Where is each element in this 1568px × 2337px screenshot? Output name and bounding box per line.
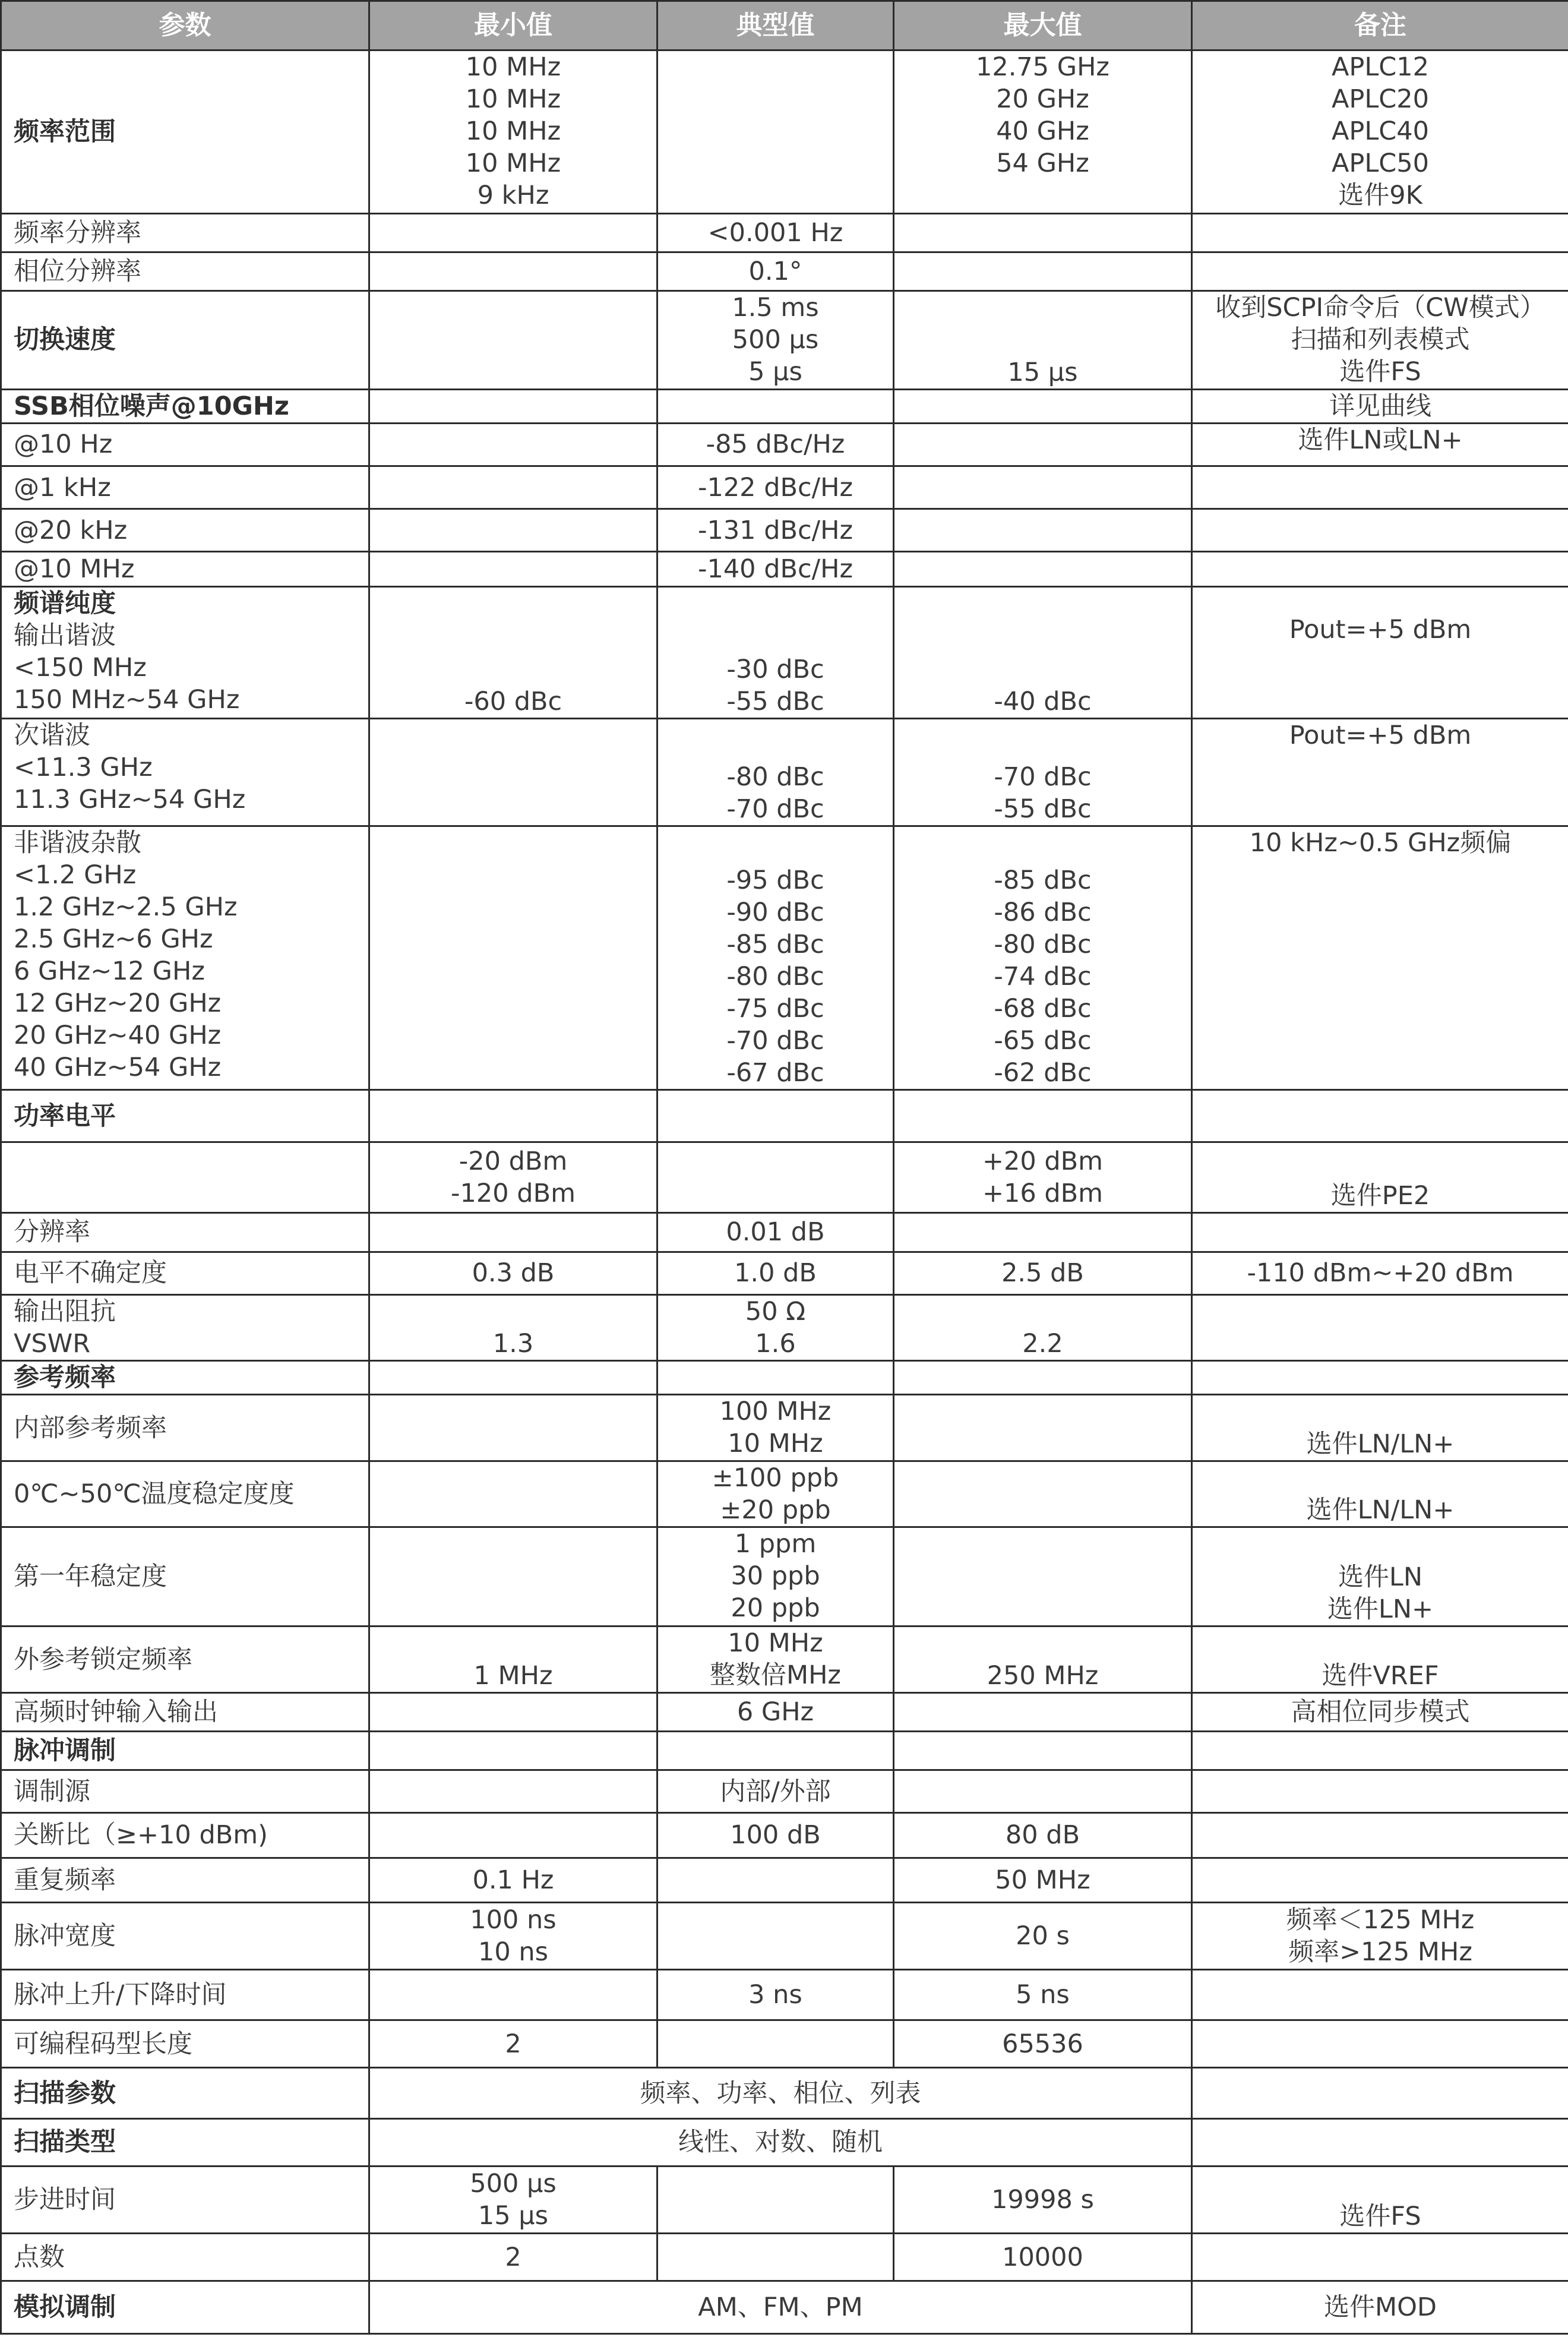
row-param: 频率分辨率 [1, 213, 369, 252]
row-max [894, 1527, 1192, 1626]
table-row [1, 826, 1568, 1089]
row-typ [657, 1731, 894, 1770]
row-max: -85 dBc -86 dBc -80 dBc -74 dBc -68 dBc -65 dBc -62 dBc [894, 826, 1192, 1089]
row-typ: -95 dBc -90 dBc -85 dBc -80 dBc -75 dBc -70 dBc -67 dBc [657, 826, 894, 1089]
table-row [1, 2020, 1568, 2068]
row-note [1192, 466, 1568, 509]
row-min [369, 213, 657, 252]
row-param: 扫描参数 [1, 2068, 369, 2118]
row-max [894, 252, 1192, 290]
row-note [1192, 252, 1568, 290]
row-param: SSB相位噪声@10GHz [1, 389, 369, 423]
row-min [369, 719, 657, 826]
row-param: 可编程码型长度 [1, 2020, 369, 2068]
row-max: 2.2 [894, 1294, 1192, 1360]
row-min [369, 291, 657, 389]
row-note: Pout=+5 dBm [1192, 586, 1568, 719]
table-row [1, 2118, 1568, 2166]
row-note: 选件LN或LN+ [1192, 423, 1568, 466]
row-min [369, 1089, 657, 1142]
row-note [1192, 213, 1568, 252]
table-row [1, 2234, 1568, 2281]
row-min: 500 μs 15 μs [369, 2166, 657, 2233]
table-row [1, 1395, 1568, 1461]
row-note [1192, 2118, 1568, 2166]
row-typ [657, 1361, 894, 1395]
row-param: 脉冲宽度 [1, 1902, 369, 1969]
table-row [1, 1970, 1568, 2020]
row-max [894, 1089, 1192, 1142]
header-max: 最大值 [894, 1, 1192, 50]
row-min: 1 MHz [369, 1627, 657, 1692]
row-typ [657, 2166, 894, 2233]
table-row [1, 1089, 1568, 1142]
row-min [369, 826, 657, 1089]
row-param: 功率电平 [1, 1089, 369, 1142]
row-max: 15 μs [894, 291, 1192, 389]
row-param: 脉冲调制 [1, 1731, 369, 1770]
header-typ: 典型值 [657, 1, 894, 50]
table-row [1, 1627, 1568, 1692]
row-param [1, 1142, 369, 1212]
row-typ [657, 50, 894, 214]
row-typ: -85 dBc/Hz [657, 423, 894, 466]
row-max [894, 423, 1192, 466]
row-min: -20 dBm -120 dBm [369, 1142, 657, 1212]
row-min [369, 1970, 657, 2020]
row-param: 切换速度 [1, 291, 369, 389]
row-min: 0.3 dB [369, 1252, 657, 1294]
row-min: 0.1 Hz [369, 1858, 657, 1902]
row-min [369, 1527, 657, 1626]
row-param: @1 kHz [1, 466, 369, 509]
row-param: @10 Hz [1, 423, 369, 466]
row-note [1192, 1731, 1568, 1770]
row-typ: 3 ns [657, 1970, 894, 2020]
table-row [1, 1212, 1568, 1252]
row-max: 50 MHz [894, 1858, 1192, 1902]
row-note [1192, 1858, 1568, 1902]
row-note: 详见曲线 [1192, 389, 1568, 423]
row-param: 次谐波 <11.3 GHz 11.3 GHz~54 GHz [1, 719, 369, 826]
table-row [1, 1770, 1568, 1813]
row-typ: -122 dBc/Hz [657, 466, 894, 509]
row-max [894, 1731, 1192, 1770]
row-param: 步进时间 [1, 2166, 369, 2233]
row-note [1192, 1361, 1568, 1395]
table-row [1, 1294, 1568, 1360]
row-typ [657, 1089, 894, 1142]
row-max [894, 509, 1192, 552]
row-max [894, 389, 1192, 423]
row-value: 线性、对数、随机 [369, 2118, 1192, 2166]
row-typ [657, 2234, 894, 2281]
table-row [1, 1731, 1568, 1770]
table-row [1, 552, 1568, 586]
row-max [894, 1692, 1192, 1731]
row-typ [657, 389, 894, 423]
table-row [1, 2068, 1568, 2118]
row-min [369, 552, 657, 586]
row-note [1192, 1970, 1568, 2020]
row-param: 参考频率 [1, 1361, 369, 1395]
row-max [894, 1212, 1192, 1252]
row-min: 10 MHz 10 MHz 10 MHz 10 MHz 9 kHz [369, 50, 657, 214]
row-typ: -131 dBc/Hz [657, 509, 894, 552]
row-param: 第一年稳定度 [1, 1527, 369, 1626]
row-note [1192, 1770, 1568, 1813]
row-note [1192, 552, 1568, 586]
table-row [1, 213, 1568, 252]
table-row [1, 252, 1568, 290]
row-min [369, 389, 657, 423]
row-max: 19998 s [894, 2166, 1192, 2233]
row-typ: 6 GHz [657, 1692, 894, 1731]
row-param: 关断比（≥+10 dBm) [1, 1813, 369, 1858]
table-row [1, 1813, 1568, 1858]
table-row [1, 1527, 1568, 1626]
row-note: 选件MOD [1192, 2281, 1568, 2334]
row-note: 选件LN/LN+ [1192, 1395, 1568, 1461]
row-note: 选件VREF [1192, 1627, 1568, 1692]
row-param: 非谐波杂散 <1.2 GHz 1.2 GHz~2.5 GHz 2.5 GHz~6 GHz 6 GHz~12 GHz 12 GHz~20 GHz 20 GHz~40 GHz 40 GHz~54 GHz [1, 826, 369, 1089]
row-min: 2 [369, 2020, 657, 2068]
row-min [369, 1770, 657, 1813]
row-typ: 1.5 ms 500 μs 5 μs [657, 291, 894, 389]
table-row [1, 291, 1568, 389]
row-note [1192, 1813, 1568, 1858]
row-param: 输出谐波 <150 MHz 150 MHz~54 GHz [14, 620, 240, 715]
row-min [369, 1692, 657, 1731]
row-typ: -30 dBc -55 dBc [657, 586, 894, 719]
row-param: 脉冲上升/下降时间 [1, 1970, 369, 2020]
row-min: 2 [369, 2234, 657, 2281]
row-max: -70 dBc -55 dBc [894, 719, 1192, 826]
row-param: 电平不确定度 [1, 1252, 369, 1294]
table-row [1, 509, 1568, 552]
row-typ: 100 MHz 10 MHz [657, 1395, 894, 1461]
table-row [1, 1858, 1568, 1902]
row-typ: 0.1° [657, 252, 894, 290]
section-title: 频谱纯度 [14, 588, 116, 618]
row-param: 外参考锁定频率 [1, 1627, 369, 1692]
row-note: 选件PE2 [1192, 1142, 1568, 1212]
row-typ: 10 MHz 整数倍MHz [657, 1627, 894, 1692]
row-value: AM、FM、PM [369, 2281, 1192, 2334]
table-row [1, 50, 1568, 214]
row-typ: <0.001 Hz [657, 213, 894, 252]
row-note: 频率＜125 MHz 频率>125 MHz [1192, 1902, 1568, 1969]
table-row [1, 2281, 1568, 2334]
row-max: 250 MHz [894, 1627, 1192, 1692]
row-max: 20 s [894, 1902, 1192, 1969]
row-note [1192, 1212, 1568, 1252]
row-max: 80 dB [894, 1813, 1192, 1858]
row-min [369, 1461, 657, 1527]
table-row [1, 2166, 1568, 2233]
row-note: 选件FS [1192, 2166, 1568, 2233]
header-note: 备注 [1192, 1, 1568, 50]
row-note [1192, 509, 1568, 552]
row-note [1192, 1089, 1568, 1142]
row-typ: 1 ppm 30 ppb 20 ppb [657, 1527, 894, 1626]
row-param: @10 MHz [1, 552, 369, 586]
table-row [1, 1692, 1568, 1731]
row-typ: -80 dBc -70 dBc [657, 719, 894, 826]
row-typ [657, 2020, 894, 2068]
row-max: 2.5 dB [894, 1252, 1192, 1294]
row-min [369, 1212, 657, 1252]
row-max [894, 1770, 1192, 1813]
row-min [369, 466, 657, 509]
row-param: 调制源 [1, 1770, 369, 1813]
table-row [1, 1252, 1568, 1294]
row-max: 5 ns [894, 1970, 1192, 2020]
row-max: 10000 [894, 2234, 1192, 2281]
row-typ: 1.0 dB [657, 1252, 894, 1294]
table-row [1, 1361, 1568, 1395]
row-param: 0℃~50℃温度稳定度度 [1, 1461, 369, 1527]
header-param: 参数 [1, 1, 369, 50]
row-typ [657, 1142, 894, 1212]
row-param: @20 kHz [1, 509, 369, 552]
row-typ: -140 dBc/Hz [657, 552, 894, 586]
row-note: 选件LN/LN+ [1192, 1461, 1568, 1527]
header-min: 最小值 [369, 1, 657, 50]
table-row [1, 1142, 1568, 1212]
table-row [1, 1461, 1568, 1527]
row-typ: ±100 ppb ±20 ppb [657, 1461, 894, 1527]
row-param: 模拟调制 [1, 2281, 369, 2334]
row-note [1192, 2234, 1568, 2281]
row-max: +20 dBm +16 dBm [894, 1142, 1192, 1212]
row-param: 点数 [1, 2234, 369, 2281]
row-param: 相位分辨率 [1, 252, 369, 290]
table-row [1, 423, 1568, 466]
row-min [369, 423, 657, 466]
row-note: -110 dBm~+20 dBm [1192, 1252, 1568, 1294]
row-typ [657, 1902, 894, 1969]
row-min [369, 1361, 657, 1395]
row-note [1192, 2068, 1568, 2118]
row-min [369, 509, 657, 552]
table-row [1, 389, 1568, 423]
row-note: 收到SCPI命令后（CW模式） 扫描和列表模式 选件FS [1192, 291, 1568, 389]
row-max [894, 1461, 1192, 1527]
row-typ [657, 1858, 894, 1902]
row-min: 1.3 [369, 1294, 657, 1360]
row-typ: 50 Ω 1.6 [657, 1294, 894, 1360]
row-max [894, 1395, 1192, 1461]
row-typ: 100 dB [657, 1813, 894, 1858]
row-note: 10 kHz~0.5 GHz频偏 [1192, 826, 1568, 1089]
table-row [1, 466, 1568, 509]
header-row [1, 1, 1568, 50]
row-min [369, 252, 657, 290]
row-max [894, 552, 1192, 586]
row-max [894, 1361, 1192, 1395]
table-row [1, 719, 1568, 826]
row-note [1192, 1294, 1568, 1360]
row-min: 100 ns 10 ns [369, 1902, 657, 1969]
row-max: 65536 [894, 2020, 1192, 2068]
row-typ: 0.01 dB [657, 1212, 894, 1252]
row-min [369, 1731, 657, 1770]
row-max: 12.75 GHz 20 GHz 40 GHz 54 GHz [894, 50, 1192, 214]
row-param: 分辨率 [1, 1212, 369, 1252]
row-min: -60 dBc [369, 586, 657, 719]
row-param-cell [1, 586, 369, 719]
row-typ: 内部/外部 [657, 1770, 894, 1813]
row-min [369, 1395, 657, 1461]
row-note: Pout=+5 dBm [1192, 719, 1568, 826]
row-max [894, 466, 1192, 509]
row-param: 高频时钟输入输出 [1, 1692, 369, 1731]
row-note: 选件LN 选件LN+ [1192, 1527, 1568, 1626]
row-param: 内部参考频率 [1, 1395, 369, 1461]
row-note [1192, 2020, 1568, 2068]
row-param: 输出阻抗 VSWR [1, 1294, 369, 1360]
row-param: 扫描类型 [1, 2118, 369, 2166]
row-min [369, 1813, 657, 1858]
row-param: 频率范围 [1, 50, 369, 214]
table-row [1, 586, 1568, 719]
row-param: 重复频率 [1, 1858, 369, 1902]
row-max: -40 dBc [894, 586, 1192, 719]
row-max [894, 213, 1192, 252]
row-value: 频率、功率、相位、列表 [369, 2068, 1192, 2118]
row-note: 高相位同步模式 [1192, 1692, 1568, 1731]
row-note: APLC12 APLC20 APLC40 APLC50 选件9K [1192, 50, 1568, 214]
table-row [1, 1902, 1568, 1969]
